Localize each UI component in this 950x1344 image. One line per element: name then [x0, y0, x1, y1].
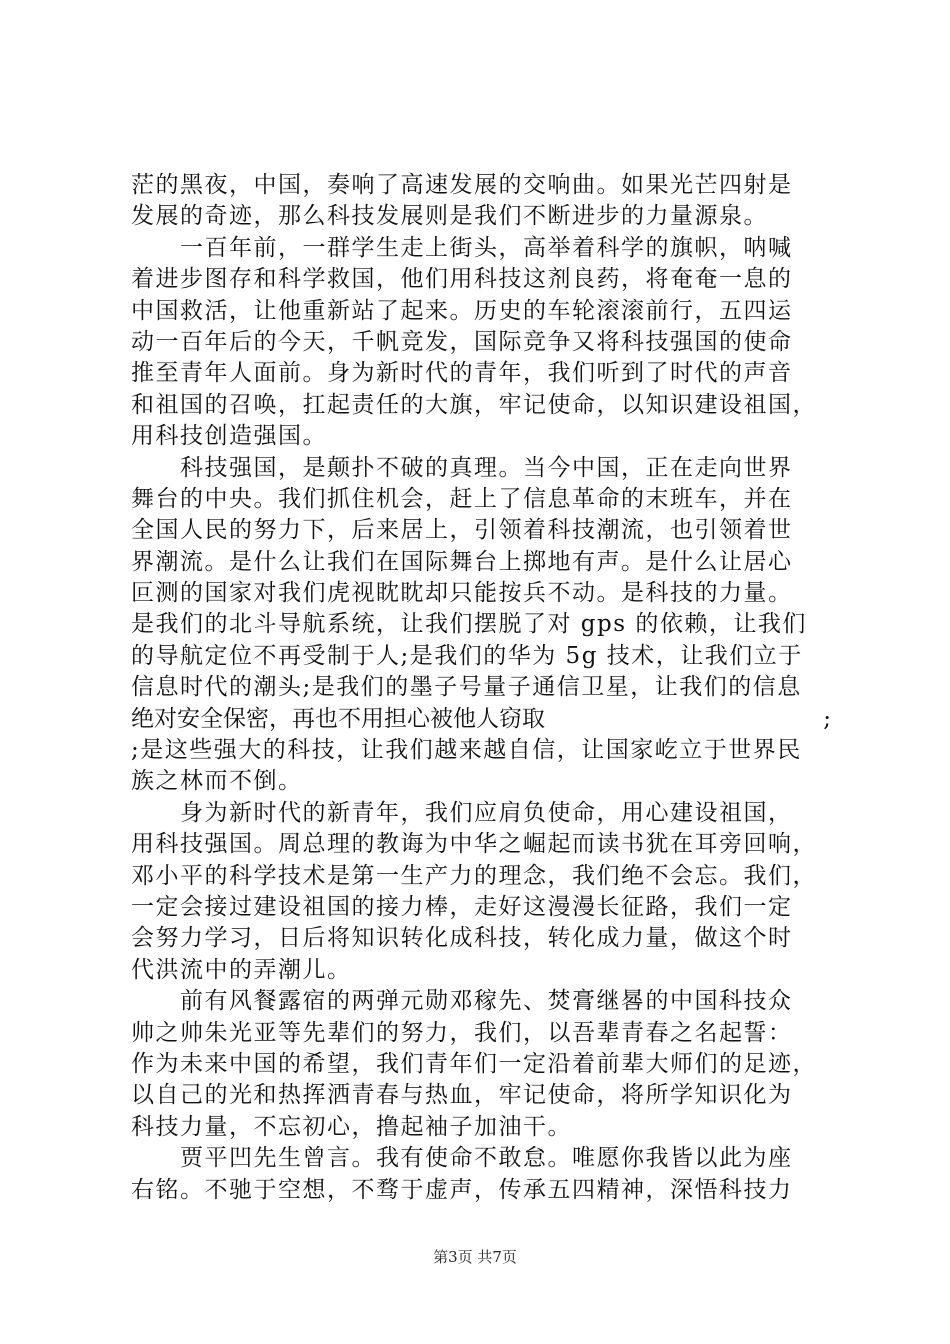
text-line: 身为新时代的新青年，我们应肩负使命，用心建设祖国， — [131, 799, 793, 826]
text-line: 一百年前，一群学生走上街头，高举着科学的旗帜，呐喊 — [131, 234, 793, 261]
text-line: 推至青年人面前。身为新时代的青年，我们听到了时代的声音 — [131, 360, 793, 387]
text-line: 会努力学习，日后将知识转化成科技，转化成力量，做这个时 — [131, 925, 793, 952]
text-line: 和祖国的召唤，扛起责任的大旗，牢记使命，以知识建设祖国， — [131, 391, 817, 418]
text-line: 动一百年后的今天，千帆竞发，国际竞争又将科技强国的使命 — [131, 328, 793, 355]
text-line: 全国人民的努力下，后来居上，引领着科技潮流，也引领着世 — [131, 517, 793, 544]
text-line: 茫的黑夜，中国，奏响了高速发展的交响曲。如果光芒四射是 — [131, 172, 793, 198]
text-line: 右铭。不驰于空想，不骛于虚声，传承五四精神，深悟科技力 — [131, 1176, 793, 1203]
text-line: ;是这些强大的科技，让我们越来越自信，让国家屹立于世界民 — [131, 737, 802, 764]
text-line: 舞台的中央。我们抓住机会，赶上了信息革命的末班车，并在 — [131, 485, 793, 512]
text-line: 代洪流中的弄潮儿。 — [131, 956, 352, 983]
text-line: 信息时代的潮头;是我们的墨子号量子通信卫星，让我们的信息 — [131, 674, 802, 701]
text-line: 叵测的国家对我们虎视眈眈却只能按兵不动。是科技的力量。 — [131, 580, 793, 607]
text-line: 科技强国，是颠扑不破的真理。当今中国，正在走向世界 — [131, 454, 793, 481]
text-line: 前有风餐露宿的两弹元勋邓稼先、焚膏继晷的中国科技众 — [131, 988, 793, 1015]
text-line: 科技力量，不忘初心，撸起袖子加油干。 — [131, 1113, 572, 1140]
text-line: 一定会接过建设祖国的接力棒，走好这漫漫长征路，我们一定 — [131, 893, 793, 920]
text-line: 邓小平的科学技术是第一生产力的理念，我们绝不会忘。我们， — [131, 862, 817, 889]
text-line: 着进步图存和科学救国，他们用科技这剂良药，将奄奄一息的 — [131, 266, 793, 293]
text-line: 发展的奇迹，那么科技发展则是我们不断进步的力量源泉。 — [131, 203, 768, 230]
text-line: 中国救活，让他重新站了起来。历史的车轮滚滚前行，五四运 — [131, 297, 793, 324]
text-line — [131, 704, 831, 735]
text-line-end-mark: ; — [823, 705, 831, 732]
text-line: 贾平凹先生曾言。我有使命不敢怠。唯愿你我皆以此为座 — [131, 1145, 793, 1172]
text-line-main: 绝对安全保密，再也不用担心被他人窃取 — [131, 705, 545, 732]
text-line: 界潮流。是什么让我们在国际舞台上掷地有声。是什么让居心 — [131, 548, 793, 575]
document-body — [131, 170, 831, 1206]
text-line: 族之林而不倒。 — [131, 768, 303, 795]
text-line: 帅之帅朱光亚等先辈们的努力，我们，以吾辈青春之名起誓： — [131, 1019, 793, 1046]
text-line: 是我们的北斗导航系统，让我们摆脱了对 gps 的依赖，让我们 — [131, 611, 807, 638]
text-line: 的导航定位不再受制于人;是我们的华为 5g 技术，让我们立于 — [131, 642, 803, 669]
text-line: 作为未来中国的希望，我们青年们一定沿着前辈大师们的足迹， — [131, 1050, 817, 1077]
text-line: 用科技创造强国。 — [131, 423, 327, 450]
page-number: 第3页 共7页 — [433, 1248, 517, 1266]
text-line: 以自己的光和热挥洒青春与热血，牢记使命，将所学知识化为 — [131, 1082, 793, 1109]
text-line: 用科技强国。周总理的教诲为中华之崛起而读书犹在耳旁回响， — [131, 831, 817, 858]
